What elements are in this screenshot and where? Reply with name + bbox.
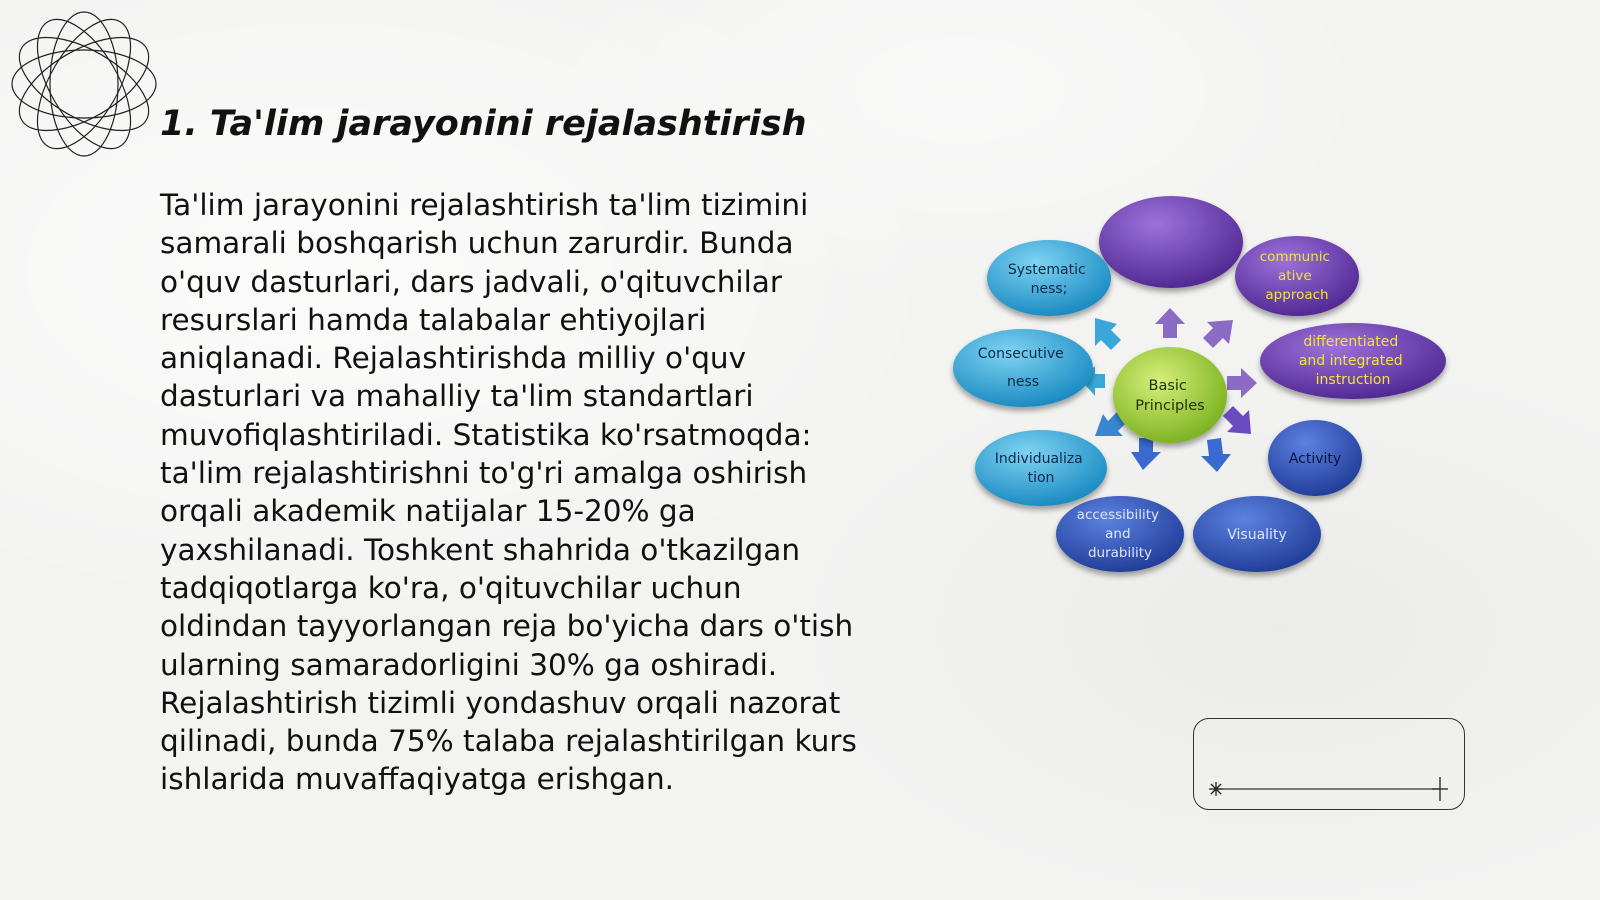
arrow-down-right2-icon xyxy=(1201,438,1231,472)
differentiated-line-3: instruction xyxy=(1315,372,1391,388)
ellipse-center xyxy=(1113,347,1227,443)
systematicness-line-1: Systematic xyxy=(1007,262,1086,278)
ellipse-top xyxy=(1099,196,1243,288)
arrow-up-icon xyxy=(1155,308,1185,338)
slide-title: 1. Ta'lim jarayonini rejalashtirish xyxy=(160,104,807,144)
accessibility-line-3: durability xyxy=(1087,545,1153,561)
differentiated-line-2: and integrated xyxy=(1298,353,1403,369)
ellipse-individualization xyxy=(975,430,1107,506)
individualization-line-2: tion xyxy=(1027,470,1055,486)
differentiated-line-1: differentiated xyxy=(1303,334,1399,350)
arrow-upleft-icon xyxy=(1095,318,1121,350)
ellipse-consecutiveness xyxy=(953,329,1093,407)
center-line-2: Principles xyxy=(1135,398,1205,414)
arrow-downright-icon xyxy=(1223,406,1251,434)
activity-label: Activity xyxy=(1288,451,1342,467)
systematicness-line-2: ness; xyxy=(1030,281,1068,297)
communicative-line-2: ative xyxy=(1278,268,1312,284)
visuality-label: Visuality xyxy=(1227,527,1287,543)
consecutiveness-line-1: Consecutive xyxy=(977,346,1064,362)
decorative-line-icon xyxy=(1194,719,1466,811)
accessibility-line-1: accessibility xyxy=(1076,507,1160,523)
decorative-rounded-box xyxy=(1193,718,1465,810)
consecutiveness-line-2: ness xyxy=(1006,374,1040,390)
logo-rings-icon xyxy=(8,8,160,160)
center-line-1: Basic xyxy=(1148,378,1187,394)
communicative-line-1: communic xyxy=(1259,249,1330,265)
individualization-line-1: Individualiza xyxy=(994,451,1083,467)
arrow-down-icon xyxy=(1131,438,1161,470)
ellipse-systematicness xyxy=(987,240,1111,316)
slide-body-text: Ta'lim jarayonini rejalashtirish ta'lim tizimini samarali boshqarish uchun zarurdir. Bunda o'quv dasturlari, dars jadvali, o'qituvchilar resurslari hamda talabalar ehtiyojlari aniqlanadi. Rejalashtirishda milliy o'quv dasturlari va mahalliy ta'lim standartlari muvofiqlashtiriladi. Statistika ko'rsatmoqda: ta'lim rejalashtirishni to'g'ri amalga oshirish orqali akademik natijalar 15-20% ga yaxshilanadi. Toshkent shahrida o'tkazilgan tadqiqotlarga ko'ra, o'qituvchilar uchun oldindan tayyorlangan reja bo'yicha dars o'tish ularning samaradorligini 30% ga oshiradi. Rejalashtirish tizimli yondashuv orqali nazorat qilinadi, bunda 75% talaba rejalashtirilgan kurs ishlarida muvaffaqiyatga erishgan. xyxy=(160,188,857,797)
communicative-line-3: approach xyxy=(1265,287,1329,303)
basic-principles-diagram xyxy=(945,190,1455,590)
arrow-right-icon xyxy=(1227,368,1257,398)
accessibility-line-2: and xyxy=(1105,526,1131,542)
arrow-upright-icon xyxy=(1203,320,1233,348)
